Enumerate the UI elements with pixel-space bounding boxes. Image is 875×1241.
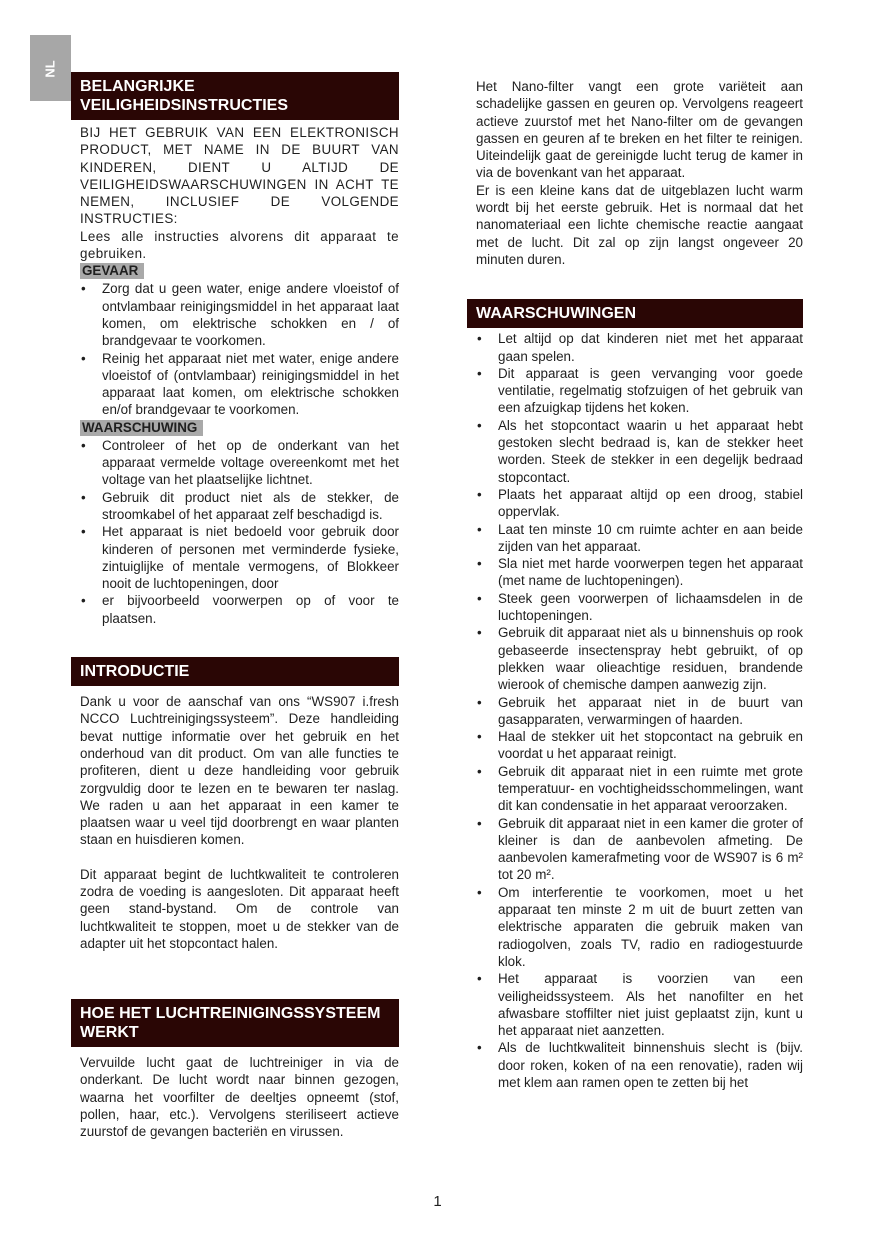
- page-number: 1: [433, 1193, 442, 1210]
- list-item: • Het apparaat is voorzien van een veiligheidssysteem. Als het nanofilter en het afwasbare stoffilter niet juist geplaatst zijn, kunt u het apparaat niet aanzetten.: [477, 971, 803, 1039]
- language-tab-label: NL: [42, 60, 58, 78]
- list-item: • er bijvoorbeeld voorwerpen op of voor te plaatsen.: [81, 593, 399, 626]
- bullet-icon: •: [81, 437, 86, 453]
- intro-heading: INTRODUCTIE: [71, 657, 399, 686]
- list-item: • Gebruik dit apparaat niet in een kamer die groter of kleiner is dan de aanbevolen afmeting. De aanbevolen kamerafmeting voor de WS907 is 6 m² tot 20 m².: [477, 815, 803, 883]
- list-item: • Haal de stekker uit het stopcontact na gebruik en voordat u het apparaat reinigt.: [477, 729, 803, 762]
- warning-list: [71, 437, 399, 627]
- safety-read-all: Lees alle instructies alvorens dit apparaat te gebruiken.: [80, 228, 399, 262]
- bullet-icon: •: [477, 694, 482, 710]
- list-item: • Dit apparaat is geen vervanging voor goede ventilatie, regelmatig stofzuigen of het gebruik van een afzuigkap tijdens het koken.: [477, 365, 803, 416]
- list-item: • Als het stopcontact waarin u het apparaat hebt gestoken slecht bedraad is, kan de stekker heet worden. Steek de stekker in een degelijk bedraad stopcontact.: [477, 417, 803, 485]
- bullet-icon: •: [81, 350, 86, 366]
- list-item: • Gebruik dit apparaat niet in een ruimte met grote temperatuur- en vochtigheidsschommelingen, want dit kan condensatie in het apparaat veroorzaken.: [477, 763, 803, 814]
- bullet-icon: •: [477, 815, 482, 831]
- list-item: • Let altijd op dat kinderen niet met het apparaat gaan spelen.: [477, 331, 803, 364]
- list-item: • Gebruik dit product niet als de stekker, de stroomkabel of het apparaat zelf beschadigd is.: [81, 489, 399, 522]
- bullet-icon: •: [477, 556, 482, 572]
- bullet-icon: •: [477, 417, 482, 433]
- bullet-icon: •: [477, 331, 482, 347]
- warnings-heading: WAARSCHUWINGEN: [467, 299, 803, 328]
- intro-paragraph-2: Dit apparaat begint de luchtkwaliteit te controleren zodra de voeding is aangesloten. Dit apparaat heeft geen stand-bystand. Om de controle van luchtkwaliteit te stoppen, moet u de stekker van de adapter uit het stopcontact halen.: [80, 866, 399, 951]
- bullet-icon: •: [477, 971, 482, 987]
- bullet-icon: •: [81, 489, 86, 505]
- danger-label: GEVAAR: [80, 263, 144, 279]
- left-column: [71, 72, 399, 1141]
- bullet-icon: •: [477, 521, 482, 537]
- first-use-paragraph: Er is een kleine kans dat de uitgeblazen lucht warm wordt bij het eerste gebruik. Het is normaal dat het nanomateriaal een lichte chemische reactie aangaat met de lucht. Dit zal op zijn langst ongeveer 20 minuten duren.: [476, 182, 803, 267]
- bullet-icon: •: [81, 281, 86, 297]
- list-item: • Sla niet met harde voorwerpen tegen het apparaat (met name de luchtopeningen).: [477, 556, 803, 589]
- bullet-icon: •: [477, 486, 482, 502]
- list-item: • Steek geen voorwerpen of lichaamsdelen in de luchtopeningen.: [477, 590, 803, 624]
- warning-label: WAARSCHUWING: [80, 420, 203, 436]
- list-item: • Laat ten minste 10 cm ruimte achter en aan beide zijden van het apparaat.: [477, 521, 803, 554]
- list-item: • Plaats het apparaat altijd op een droog, stabiel oppervlak.: [477, 486, 803, 520]
- bullet-icon: •: [477, 590, 482, 606]
- warnings-list: [467, 330, 803, 1091]
- list-item: • Gebruik het apparaat niet in de buurt van gasapparaten, verwarmingen of haarden.: [477, 694, 803, 727]
- how-it-works-paragraph: Vervuilde lucht gaat de luchtreiniger in via de onderkant. De lucht wordt naar binnen gezogen, waarna het voorfilter de deeltjes opneemt (stof, pollen, haar, etc.). Vervolgens steriliseert actieve zuurstof de gevangen bacteriën en virussen.: [80, 1055, 399, 1140]
- right-column: [467, 78, 803, 1091]
- list-item: • Gebruik dit apparaat niet als u binnenshuis op rook gebaseerde insectenspray hebt gebruikt, of op plekken waar olieachtige residuen, brandende wierook of chemische dampen aanwezig zijn.: [477, 625, 803, 693]
- list-item: • Om interferentie te voorkomen, moet u het apparaat ten minste 2 m uit de buurt zetten van elektrische apparaten die gebruik maken van radiogolven, zoals TV, radio en radiogestuurde klok.: [477, 884, 803, 969]
- danger-list: [71, 280, 399, 418]
- bullet-icon: •: [81, 593, 86, 609]
- how-it-works-heading: HOE HET LUCHTREINIGINGSSYSTEEM WERKT: [71, 999, 399, 1047]
- bullet-icon: •: [477, 365, 482, 381]
- language-tab: [30, 35, 71, 101]
- bullet-icon: •: [477, 884, 482, 900]
- intro-paragraph-1: Dank u voor de aanschaf van ons “WS907 i.fresh NCCO Luchtreinigingssysteem”. Deze handleiding bevat nuttige informatie over het gebruik en het onderhoud van dit product. Om van alle functies te profiteren, dient u deze handleiding voor gebruik zorgvuldig door te lezen en te bewaren ter naslag. We raden u aan het apparaat in een kamer te plaatsen waar u veel tijd doorbrengt en waar planten staan en huisdieren komen.: [80, 694, 399, 848]
- list-item: • Controleer of het op de onderkant van het apparaat vermelde voltage overeenkomt met het voltage van het plaatselijke lichtnet.: [81, 437, 399, 488]
- bullet-icon: •: [477, 763, 482, 779]
- list-item: • Het apparaat is niet bedoeld voor gebruik door kinderen of personen met verminderde fysieke, zintuiglijke of mentale vermogens, of Blokkeer nooit de luchtopeningen, door: [81, 524, 399, 592]
- bullet-icon: •: [477, 1040, 482, 1056]
- safety-heading: BELANGRIJKE VEILIGHEIDSINSTRUCTIES: [71, 72, 399, 120]
- list-item: • Zorg dat u geen water, enige andere vloeistof of ontvlambaar reinigingsmiddel in het apparaat laat komen, om elektrische schokken en / of brandgevaar te voorkomen.: [81, 281, 399, 349]
- bullet-icon: •: [477, 729, 482, 745]
- bullet-icon: •: [477, 625, 482, 641]
- nano-filter-paragraph: Het Nano-filter vangt een grote variëteit aan schadelijke gassen en geuren op. Vervolgens reageert actieve zuurstof met het Nano-filter om de gevangen gassen en geuren af te breken en het filter te reinigen. Uiteindelijk gaat de gereinigde lucht terug de kamer in via de bovenkant van het apparaat.: [476, 79, 803, 181]
- safety-intro: BIJ HET GEBRUIK VAN EEN ELEKTRONISCH PRODUCT, MET NAME IN DE BUURT VAN KINDEREN, DIENT U ALTIJD DE VEILIGHEIDSWAARSCHUWINGEN IN ACHT TE NEMEN, INCLUSIEF DE VOLGENDE INSTRUCTIES:: [80, 125, 399, 227]
- list-item: • Reinig het apparaat niet met water, enige andere vloeistof of (ontvlambaar) reinigingsmiddel in het apparaat laat komen, om elektrische schokken en/of brandgevaar te voorkomen.: [81, 350, 399, 418]
- list-item: • Als de luchtkwaliteit binnenshuis slecht is (bijv. door roken, koken of na een renovatie), raden wij met klem aan ramen open te zetten bij het: [477, 1040, 803, 1091]
- bullet-icon: •: [81, 524, 86, 540]
